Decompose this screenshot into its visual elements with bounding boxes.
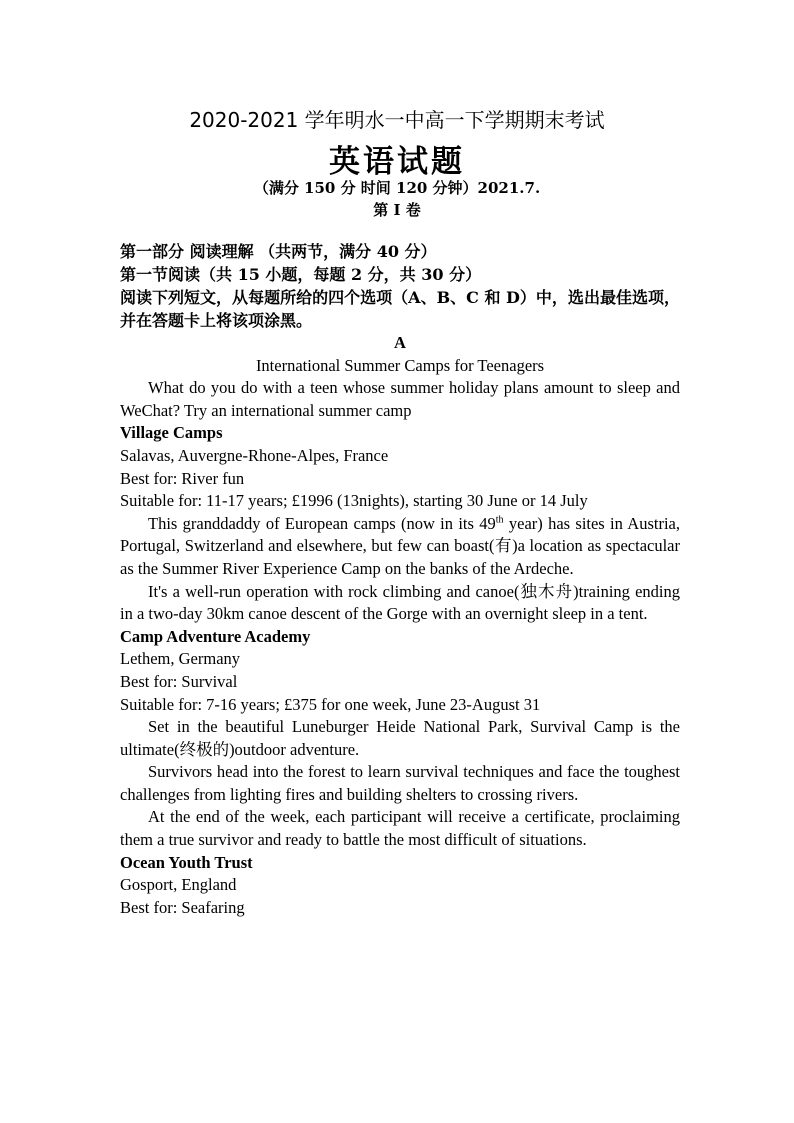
camp-paragraph: Set in the beautiful Luneburger Heide National Park, Survival Camp is the ultimate(终极的)outdoor adventure. — [120, 717, 680, 759]
volume-label: 第 I 卷 — [373, 201, 421, 219]
camp-suitable-for: Suitable for: 7-16 years; £375 for one week, June 23-August 31 — [120, 694, 541, 714]
subsection-heading: 第一节阅读（共 15 小题，每题 2 分，共 30 分） — [120, 265, 482, 284]
camp-paragraph: It's a well-run operation with rock climbing and canoe(独木舟)training ending in a two-day 30km canoe descent of the Gorge with an overnight sleep in a tent. — [120, 581, 680, 624]
part-heading: 第一部分 阅读理解 （共两节，满分 40 分） — [120, 242, 437, 261]
camp-best-for: Best for: Seafaring — [120, 897, 245, 917]
passage-label: A — [394, 333, 406, 352]
camp-paragraph: At the end of the week, each participant will receive a certificate, proclaiming them a true survivor and ready to battle the most difficult of situations. — [120, 807, 680, 850]
camp-name: Ocean Youth Trust — [120, 852, 253, 872]
passage-intro: What do you do with a teen whose summer holiday plans amount to sleep and WeChat? Try an international summer camp — [120, 378, 680, 420]
instructions: 阅读下列短文，从每题所给的四个选项（A、B、C 和 D）中，选出最佳选项，并在答题卡上将该项涂黑。 — [120, 288, 680, 330]
camp-paragraph-text: This granddaddy of European camps (now in its 49 — [148, 513, 496, 533]
camp-name: Camp Adventure Academy — [120, 626, 311, 646]
exam-body — [120, 240, 680, 919]
exam-title: 2020-2021 学年明水一中高一下学期期末考试 — [189, 108, 605, 132]
camp-best-for: Best for: Survival — [120, 671, 238, 691]
camp-name: Village Camps — [120, 423, 223, 443]
passage-title: International Summer Camps for Teenagers — [255, 355, 545, 375]
camp-location: Gosport, England — [120, 875, 237, 895]
camp-best-for: Best for: River fun — [120, 468, 245, 488]
exam-info: （满分 150 分 时间 120 分钟）2021.7. — [253, 179, 541, 197]
subject-title: 英语试题 — [329, 144, 465, 180]
camp-location: Lethem, Germany — [120, 649, 241, 669]
camp-location: Salavas, Auvergne-Rhone-Alpes, France — [120, 445, 389, 465]
camp-paragraph: Survivors head into the forest to learn survival techniques and face the toughest challenges from lighting fires and building shelters to crossing rivers. — [120, 762, 680, 804]
camp-paragraph — [120, 513, 680, 581]
ordinal-suffix: th — [495, 514, 504, 526]
camp-paragraph-text: year) has sites in Austria, Portugal, Switzerland and elsewhere, but few can boast(有)a location as spectacular as the Summer River Experience Camp on the banks of the Ardeche. — [120, 513, 680, 578]
camp-suitable-for: Suitable for: 11-17 years; £1996 (13nights), starting 30 June or 14 July — [120, 491, 588, 511]
